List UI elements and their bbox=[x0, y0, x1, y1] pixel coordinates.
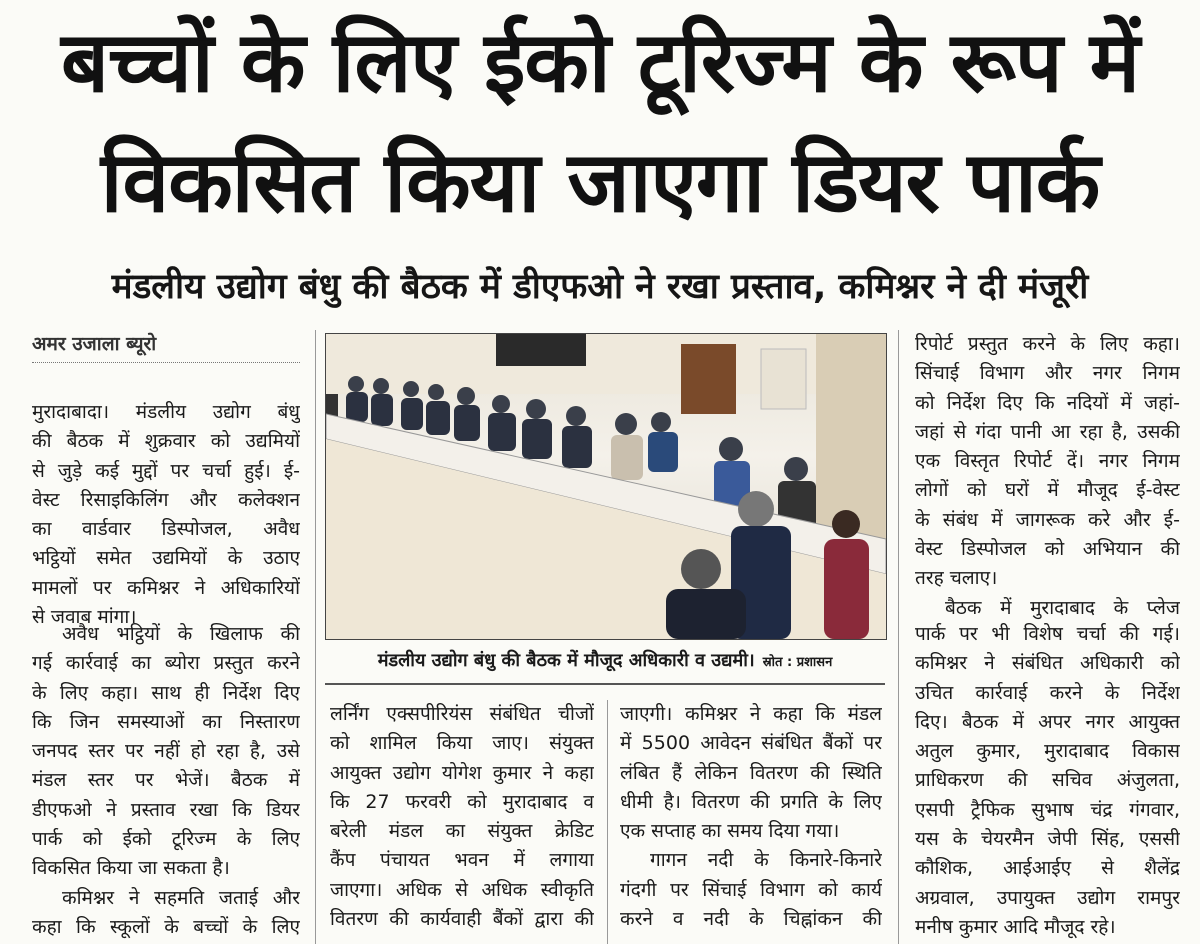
article-text-line: विकसित किया जा सकता है। bbox=[32, 857, 230, 880]
article-text-line: एक विस्तृत रिपोर्ट दें। नगर निगम bbox=[915, 450, 1180, 473]
article-text-line: लंबित हैं लेकिन वितरण की स्थिति bbox=[620, 761, 882, 784]
headline-line-1: बच्चों के लिए ईको टूरिज्म के रूप में bbox=[60, 13, 1140, 111]
article-text-line: को शामिल किया जाए। संयुक्त bbox=[330, 732, 594, 755]
article-text-line: का वार्डवार डिस्पोजल, अवैध bbox=[32, 518, 300, 541]
article-text-line: के संबंध में जागरूक करे और ई- bbox=[915, 508, 1180, 531]
article-column-1 bbox=[32, 398, 300, 632]
article-text-line: में 5500 आवेदन संबंधित बैंकों पर bbox=[620, 732, 882, 755]
article-text-line: वेस्ट डिस्पोजल को अभियान की bbox=[915, 538, 1180, 561]
meeting-photo bbox=[325, 333, 887, 640]
article-text-line: कौशिक, आईआईए से शैलेंद्र bbox=[915, 857, 1180, 880]
meeting-photo-image bbox=[326, 334, 886, 639]
article-text-line: अग्रवाल, उपायुक्त उद्योग रामपुर bbox=[915, 886, 1180, 909]
article-text-line: एक सप्ताह का समय दिया गया। bbox=[620, 820, 840, 843]
article-text-line: पार्क पर भी विशेष चर्चा की गई। bbox=[915, 623, 1180, 645]
byline-divider bbox=[32, 362, 300, 363]
article-text-line: कैंप पंचायत भवन में लगाया bbox=[330, 849, 594, 872]
article-text-line: मनीष कुमार आदि मौजूद रहे। bbox=[915, 915, 1116, 938]
column-divider bbox=[315, 330, 316, 944]
photo-caption bbox=[330, 648, 880, 672]
article-column-1-continued bbox=[32, 620, 300, 942]
article-text-line: डीएफओ ने प्रस्ताव रखा कि डियर bbox=[32, 798, 300, 821]
article-text-line: कमिश्नर ने सहमति जताई और bbox=[62, 886, 300, 909]
photo-source: स्रोत : प्रशासन bbox=[762, 655, 833, 670]
headline-line-2: विकसित किया जाएगा डियर पार्क bbox=[100, 133, 1100, 231]
article-text-line: कमिश्नर ने संबंधित अधिकारी को bbox=[915, 652, 1180, 675]
article-text-line: अवैध भट्ठियों के खिलाफ की bbox=[62, 623, 300, 645]
article-column-4 bbox=[915, 330, 1180, 623]
article-text-line: सिंचाई विभाग और नगर निगम bbox=[915, 362, 1180, 385]
article-text-line: जनपद स्तर पर नहीं हो रहा है, उसे bbox=[32, 740, 300, 763]
article-text-line: बरेली मंडल का संयुक्त क्रेडिट bbox=[330, 820, 594, 843]
article-text-line: के लिए कहा। साथ ही निर्देश दिए bbox=[32, 681, 300, 704]
article-text-line: लोगों को घरों में मौजूद ई-वेस्ट bbox=[915, 479, 1180, 502]
photo-caption-text: मंडलीय उद्योग बंधु की बैठक में मौजूद अधिकारी व उद्यमी। bbox=[377, 650, 755, 671]
article-text-line: की बैठक में शुक्रवार को उद्यमियों bbox=[32, 430, 300, 453]
article-text-line: से जुड़े कई मुद्दों पर चर्चा हुई। ई- bbox=[32, 459, 300, 482]
article-text-line: बैठक में मुरादाबाद के प्लेज bbox=[945, 596, 1180, 619]
article-text-line: कि जिन समस्याओं का निस्तारण bbox=[32, 710, 300, 733]
column-divider bbox=[607, 700, 608, 944]
article-text-line: धीमी है। वितरण की प्रगति के लिए bbox=[620, 790, 882, 813]
article-text-line: यस के चेयरमैन जेपी सिंह, एससी bbox=[915, 828, 1180, 851]
article-text-line: कहा कि स्कूलों के बच्चों के लिए bbox=[32, 915, 300, 938]
article-text-line: से जवाब मांगा। bbox=[32, 606, 137, 629]
subheadline: मंडलीय उद्योग बंधु की बैठक में डीएफओ ने रखा प्रस्ताव, कमिश्नर ने दी मंजूरी bbox=[111, 267, 1089, 307]
article-text-line: वेस्ट रिसाइकिलिंग और कलेक्शन bbox=[32, 488, 300, 511]
article-text-line: दिए। बैठक में अपर नगर आयुक्त bbox=[915, 710, 1180, 733]
column-divider bbox=[898, 330, 899, 944]
article-text-line: आयुक्त उद्योग योगेश कुमार ने कहा bbox=[330, 761, 594, 784]
article-text-line: लर्निंग एक्सपीरियंस संबंधित चीजों bbox=[330, 703, 594, 725]
article-text-line: भट्ठियों समेत उद्यमियों के उठाए bbox=[32, 547, 300, 570]
article-text-line: मामलों पर कमिश्नर ने अधिकारियों bbox=[32, 576, 300, 599]
article-text-line: वितरण की कार्यवाही बैंकों द्वारा की bbox=[330, 908, 594, 931]
article-column-2 bbox=[330, 700, 594, 934]
article-text-line: तरह चलाए। bbox=[915, 567, 998, 590]
article-text-line: जहां से गंदा पानी आ रहा है, उसकी bbox=[915, 420, 1180, 443]
article-text-line: मंडल स्तर पर भेजें। बैठक में bbox=[32, 769, 300, 792]
article-text-line: पार्क को ईको टूरिज्म के लिए bbox=[32, 828, 300, 851]
article-text-line: उचित कार्रवाई करने के निर्देश bbox=[915, 681, 1180, 704]
article-text-line: अतुल कुमार, मुरादाबाद विकास bbox=[915, 740, 1180, 763]
article-text-line: एसपी ट्रैफिक सुभाष चंद्र गंगवार, bbox=[915, 798, 1180, 821]
byline: अमर उजाला ब्यूरो bbox=[32, 333, 157, 355]
article-text-line: गागन नदी के किनारे-किनारे bbox=[650, 849, 882, 872]
article-text-line: करने व नदी के चिह्नांकन की bbox=[620, 908, 882, 931]
article-text-line: प्राधिकरण की सचिव अंजुलता, bbox=[915, 769, 1180, 792]
article-text-line: जाएगा। अधिक से अधिक स्वीकृति bbox=[330, 878, 594, 901]
article-text-line: गंदगी पर सिंचाई विभाग को कार्य bbox=[620, 878, 882, 901]
article-column-4-continued bbox=[915, 620, 1180, 942]
article-text-line: गई कार्रवाई का ब्योरा प्रस्तुत करने bbox=[32, 652, 300, 675]
article-text-line: कि 27 फरवरी को मुरादाबाद व bbox=[330, 790, 594, 813]
article-text-line: जाएगी। कमिश्नर ने कहा कि मंडल bbox=[620, 703, 882, 725]
article-column-3 bbox=[620, 700, 882, 934]
article-text-line: को निर्देश दिए कि नदियों में जहां- bbox=[915, 391, 1180, 414]
article-text-line: मुरादाबादा। मंडलीय उद्योग बंधु bbox=[32, 401, 300, 423]
caption-divider bbox=[325, 683, 885, 685]
article-text-line: रिपोर्ट प्रस्तुत करने के लिए कहा। bbox=[915, 333, 1180, 355]
